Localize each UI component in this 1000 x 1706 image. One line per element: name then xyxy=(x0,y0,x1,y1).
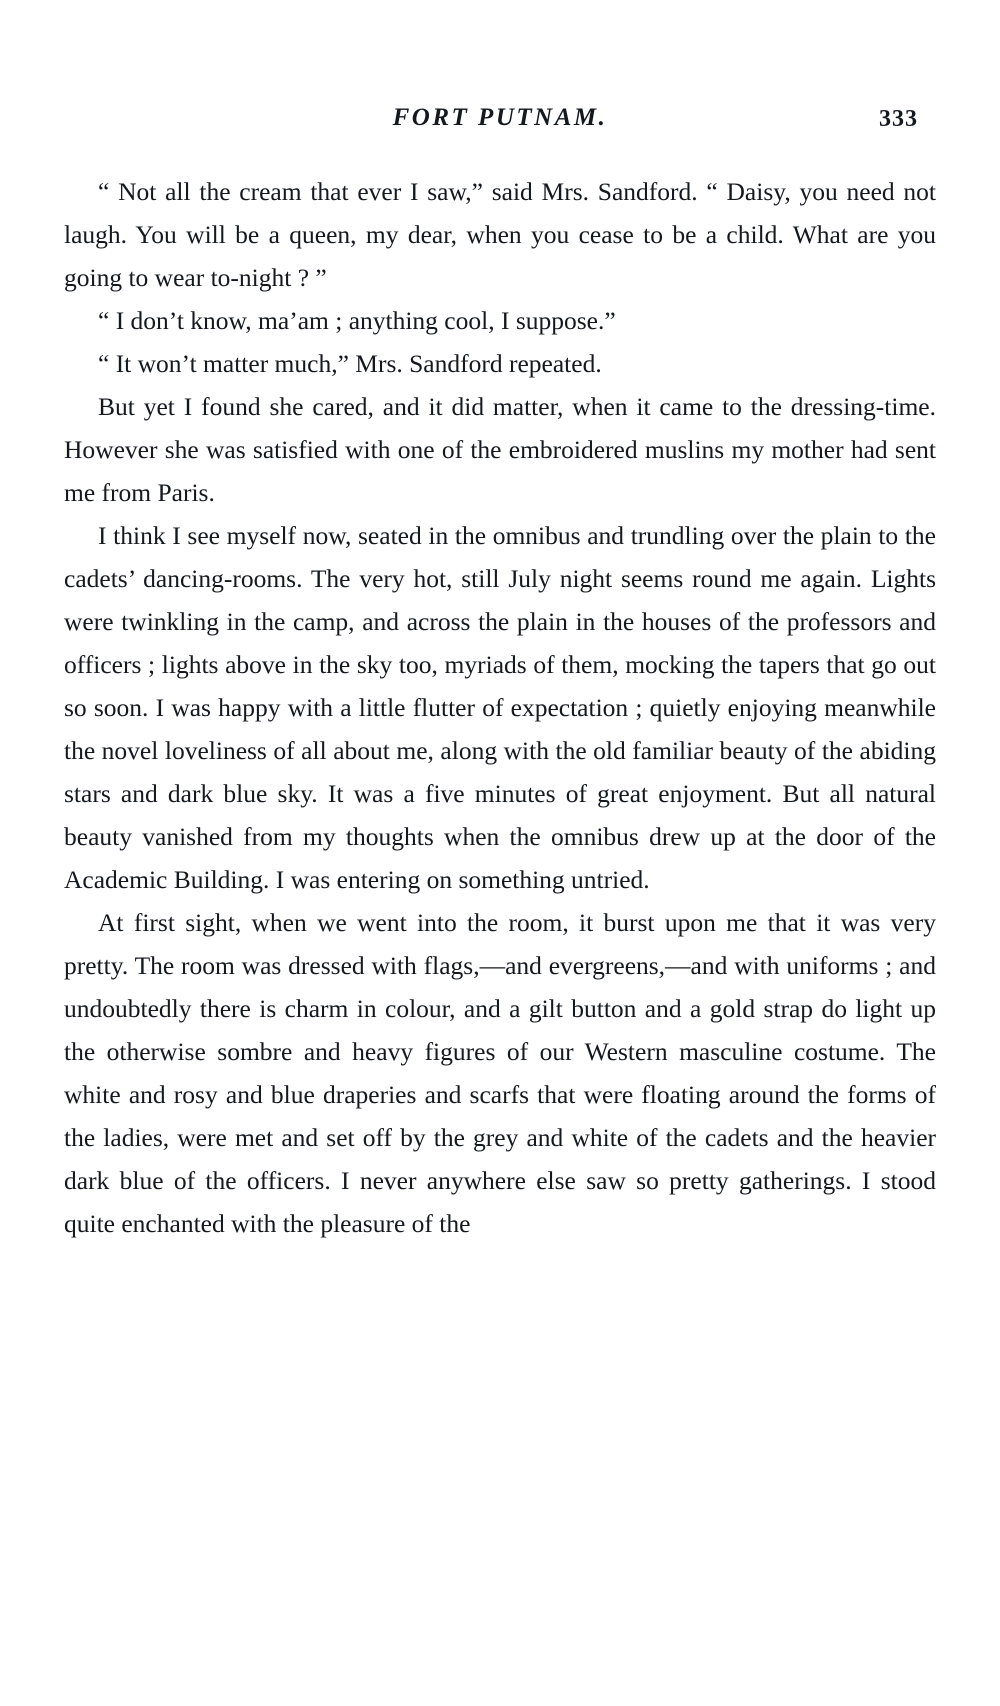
paragraph: At first sight, when we went into the room, it burst upon me that it was very pretty. The room was dressed with flags,—and evergreens,—and with uniforms ; and undoubtedly there is charm in colour, and a gilt button and a gold strap do light up the otherwise sombre and heavy figures of our Western masculine costume. The white and rosy and blue draperies and scarfs that were floating around the forms of the ladies, were met and set off by the grey and white of the cadets and the heavier dark blue of the officers. I never anywhere else saw so pretty gatherings. I stood quite enchanted with the pleasure of the xyxy=(64,908,936,1238)
paragraph: “ It won’t matter much,” Mrs. Sandford repeated. xyxy=(98,349,602,378)
page-header xyxy=(64,96,936,144)
paragraph: “ I don’t know, ma’am ; anything cool, I suppose.” xyxy=(98,306,616,335)
page-body xyxy=(64,170,936,1245)
paragraph: But yet I found she cared, and it did matter, when it came to the dressing-time. However she was satisfied with one of the embroidered muslins my mother had sent me from Paris. xyxy=(64,392,936,507)
page-number: 333 xyxy=(879,106,918,132)
paragraph: “ Not all the cream that ever I saw,” said Mrs. Sandford. “ Daisy, you need not laugh. You will be a queen, my dear, when you cease to be a child. What are you going to wear to-night ? ” xyxy=(64,177,936,292)
paragraph: I think I see myself now, seated in the omnibus and trundling over the plain to the cadets’ dancing-rooms. The very hot, still July night seems round me again. Lights were twinkling in the camp, and across the plain in the houses of the professors and officers ; lights above in the sky too, myriads of them, mocking the tapers that go out so soon. I was happy with a little flutter of expectation ; quietly enjoying meanwhile the novel loveliness of all about me, along with the old familiar beauty of the abiding stars and dark blue sky. It was a five minutes of great enjoyment. But all natural beauty vanished from my thoughts when the omnibus drew up at the door of the Academic Building. I was entering on something untried. xyxy=(64,521,936,894)
running-head: FORT PUTNAM. xyxy=(392,104,608,131)
